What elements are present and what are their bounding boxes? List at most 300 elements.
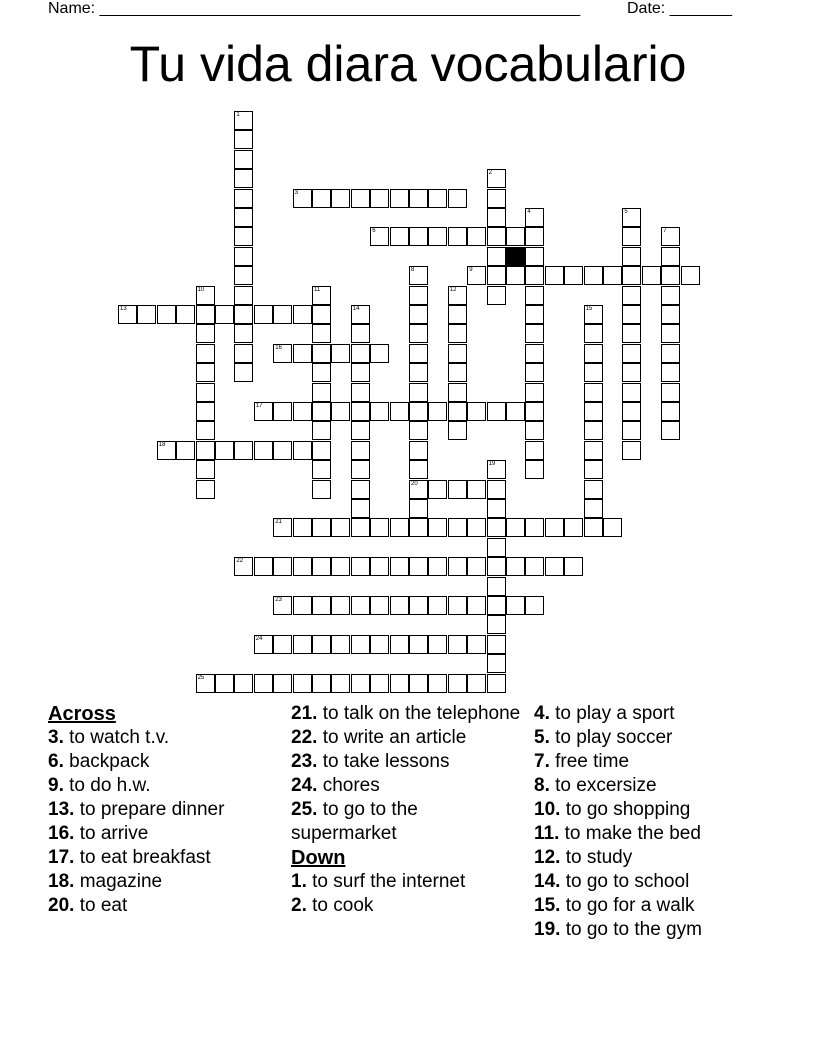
grid-cell[interactable] [487,596,506,615]
grid-cell[interactable] [351,460,370,479]
grid-cell[interactable] [370,189,389,208]
grid-cell[interactable] [409,266,428,285]
clue-number: 21. [291,703,318,724]
grid-cell[interactable] [254,674,273,693]
grid-cell[interactable] [312,402,331,421]
grid-cell[interactable] [428,402,447,421]
grid-cell[interactable] [331,674,350,693]
grid-cell[interactable] [487,286,506,305]
grid-cell[interactable] [351,189,370,208]
clue-number: 11. [534,823,560,844]
grid-cell[interactable] [584,402,603,421]
grid-cell[interactable] [409,286,428,305]
grid-cell[interactable] [234,247,253,266]
grid-cell[interactable] [661,363,680,382]
grid-cell[interactable] [661,324,680,343]
grid-cell[interactable] [622,344,641,363]
grid-cell[interactable] [642,266,661,285]
grid-cell[interactable] [661,383,680,402]
grid-cell[interactable] [390,402,409,421]
grid-cell[interactable] [448,227,467,246]
grid-cell[interactable] [351,596,370,615]
grid-cell[interactable] [312,383,331,402]
grid-cell[interactable] [584,305,603,324]
clue-text: chores [317,775,380,796]
grid-cell[interactable] [467,518,486,537]
grid-cell[interactable] [370,596,389,615]
grid-cell[interactable] [545,266,564,285]
grid-cell[interactable] [564,266,583,285]
grid-cell[interactable] [351,383,370,402]
grid-cell[interactable] [312,480,331,499]
grid-cell[interactable] [196,421,215,440]
grid-cell[interactable] [448,480,467,499]
grid-cell[interactable] [525,421,544,440]
grid-cell[interactable] [661,266,680,285]
grid-cell[interactable] [273,402,292,421]
grid-cell[interactable] [293,557,312,576]
grid-cell[interactable] [467,557,486,576]
grid-cell[interactable] [467,674,486,693]
grid-cell[interactable] [564,518,583,537]
grid-cell[interactable] [409,227,428,246]
grid-cell[interactable] [273,596,292,615]
grid-cell[interactable] [467,635,486,654]
grid-cell[interactable] [661,247,680,266]
grid-cell[interactable] [448,557,467,576]
clue-item [534,702,702,726]
grid-cell[interactable] [273,557,292,576]
grid-cell[interactable] [525,402,544,421]
grid-cell[interactable] [293,596,312,615]
grid-cell[interactable] [234,227,253,246]
grid-cell[interactable] [409,344,428,363]
grid-cell[interactable] [312,344,331,363]
grid-cell[interactable] [409,421,428,440]
grid-cell[interactable] [234,674,253,693]
cell-number: 7 [663,228,667,235]
grid-cell[interactable] [196,363,215,382]
clue-number: 13. [48,799,75,820]
grid-cell[interactable] [448,596,467,615]
grid-cell[interactable] [312,441,331,460]
grid-cell[interactable] [234,286,253,305]
grid-cell[interactable] [506,402,525,421]
grid-cell[interactable] [525,266,544,285]
clue-item [291,702,521,726]
grid-cell[interactable] [215,674,234,693]
grid-cell[interactable] [448,383,467,402]
grid-cell[interactable] [584,518,603,537]
grid-cell[interactable] [487,499,506,518]
grid-cell[interactable] [661,402,680,421]
grid-cell[interactable] [351,402,370,421]
grid-cell[interactable] [487,674,506,693]
grid-cell[interactable] [428,480,447,499]
grid-cell[interactable] [390,189,409,208]
grid-cell[interactable] [176,305,195,324]
grid-cell[interactable] [370,227,389,246]
grid-cell[interactable] [622,305,641,324]
grid-cell[interactable] [525,247,544,266]
clue-text: to study [560,847,633,868]
grid-cell[interactable] [312,305,331,324]
grid-cell[interactable] [409,480,428,499]
grid-cell[interactable] [254,557,273,576]
grid-cell[interactable] [622,383,641,402]
grid-cell[interactable] [351,344,370,363]
grid-cell[interactable] [196,344,215,363]
clue-item [534,774,702,798]
grid-cell[interactable] [196,383,215,402]
clue-text: to go to school [560,871,690,892]
grid-cell[interactable] [215,441,234,460]
grid-cell[interactable] [409,518,428,537]
grid-cell[interactable] [487,538,506,557]
grid-cell[interactable] [409,402,428,421]
grid-cell[interactable] [525,383,544,402]
grid-cell[interactable] [681,266,700,285]
grid-cell[interactable] [487,654,506,673]
grid-cell[interactable] [293,189,312,208]
grid-cell[interactable] [351,324,370,343]
grid-cell[interactable] [428,227,447,246]
grid-cell[interactable] [525,344,544,363]
grid-cell[interactable] [525,305,544,324]
grid-cell[interactable] [409,441,428,460]
grid-cell[interactable] [409,324,428,343]
grid-cell[interactable] [312,363,331,382]
grid-cell[interactable] [661,227,680,246]
grid-cell[interactable] [273,674,292,693]
grid-cell[interactable] [603,266,622,285]
grid-cell[interactable] [390,518,409,537]
grid-cell[interactable] [409,557,428,576]
grid-cell[interactable] [584,460,603,479]
grid-cell[interactable] [487,266,506,285]
grid-cell[interactable] [196,286,215,305]
clue-text: magazine [74,871,163,892]
cell-number: 9 [469,267,473,274]
grid-cell[interactable] [234,150,253,169]
grid-cell[interactable] [293,441,312,460]
grid-cell[interactable] [351,635,370,654]
grid-cell[interactable] [273,344,292,363]
grid-cell[interactable] [525,286,544,305]
grid-cell[interactable] [487,247,506,266]
cell-number: 5 [624,209,628,215]
grid-cell[interactable] [196,480,215,499]
grid-cell[interactable] [351,305,370,324]
grid-cell[interactable] [661,421,680,440]
grid-cell[interactable] [234,111,253,130]
clue-item [291,774,521,798]
grid-cell[interactable] [312,518,331,537]
grid-cell[interactable] [428,596,447,615]
grid-cell[interactable] [487,208,506,227]
grid-cell[interactable] [273,305,292,324]
grid-cell[interactable] [584,266,603,285]
clues-column-3 [534,702,702,942]
grid-cell[interactable] [448,324,467,343]
grid-cell[interactable] [584,499,603,518]
grid-cell[interactable] [196,402,215,421]
grid-cell[interactable] [351,674,370,693]
grid-cell[interactable] [525,460,544,479]
grid-cell[interactable] [351,480,370,499]
clue-number: 25. [291,799,318,820]
grid-cell[interactable] [351,557,370,576]
grid-cell[interactable] [467,596,486,615]
grid-cell[interactable] [409,363,428,382]
grid-cell[interactable] [215,305,234,324]
grid-cell[interactable] [487,402,506,421]
grid-cell[interactable] [254,441,273,460]
grid-cell[interactable] [448,518,467,537]
grid-cell[interactable] [370,518,389,537]
grid-cell[interactable] [390,557,409,576]
grid-cell[interactable] [234,363,253,382]
grid-cell[interactable] [331,189,350,208]
grid-cell[interactable] [428,674,447,693]
grid-cell[interactable] [409,460,428,479]
clue-number: 20. [48,895,75,916]
grid-cell[interactable] [487,557,506,576]
grid-cell[interactable] [487,189,506,208]
grid-cell[interactable] [584,480,603,499]
grid-cell[interactable] [390,674,409,693]
grid-cell[interactable] [525,324,544,343]
grid-cell[interactable] [622,227,641,246]
grid-cell[interactable] [196,674,215,693]
grid-cell[interactable] [622,266,641,285]
grid-cell[interactable] [409,674,428,693]
grid-cell[interactable] [390,596,409,615]
cell-number: 6 [372,228,376,235]
grid-cell[interactable] [312,596,331,615]
cell-number: 20 [411,480,418,487]
grid-cell[interactable] [525,441,544,460]
grid-cell[interactable] [234,305,253,324]
clue-text: to arrive [74,823,149,844]
clue-text: to eat breakfast [74,847,211,868]
grid-cell[interactable] [137,305,156,324]
grid-cell[interactable] [506,557,525,576]
grid-cell[interactable] [409,189,428,208]
clue-text: to go shopping [560,799,691,820]
grid-cell[interactable] [234,189,253,208]
grid-cell[interactable] [312,324,331,343]
grid-cell[interactable] [622,402,641,421]
clue-text: to take lessons [317,751,450,772]
grid-cell[interactable] [234,441,253,460]
grid-cell[interactable] [448,402,467,421]
grid-cell[interactable] [234,266,253,285]
grid-cell[interactable] [622,208,641,227]
grid-cell[interactable] [390,227,409,246]
grid-cell[interactable] [312,189,331,208]
grid-cell[interactable] [293,674,312,693]
grid-cell[interactable] [448,421,467,440]
grid-cell[interactable] [467,402,486,421]
grid-cell[interactable] [351,421,370,440]
grid-cell[interactable] [370,402,389,421]
grid-cell[interactable] [584,324,603,343]
clue-text: to write an article [317,727,467,748]
grid-cell[interactable] [584,363,603,382]
grid-cell[interactable] [409,635,428,654]
grid-cell[interactable] [157,305,176,324]
grid-cell[interactable] [234,208,253,227]
grid-cell[interactable] [196,324,215,343]
grid-cell[interactable] [545,557,564,576]
grid-cell[interactable] [409,305,428,324]
grid-cell[interactable] [603,518,622,537]
grid-cell[interactable] [661,286,680,305]
grid-cell[interactable] [467,266,486,285]
grid-cell[interactable] [428,557,447,576]
grid-cell[interactable] [448,189,467,208]
grid-cell[interactable] [234,130,253,149]
grid-cell[interactable] [448,635,467,654]
grid-cell[interactable] [525,596,544,615]
grid-cell[interactable] [351,499,370,518]
grid-cell[interactable] [176,441,195,460]
page-title: Tu vida diara vocabulario [129,36,687,92]
clue-text: to go to the supermarket [291,799,418,844]
grid-cell[interactable] [487,480,506,499]
grid-cell[interactable] [234,324,253,343]
grid-cell[interactable] [409,596,428,615]
grid-cell[interactable] [196,460,215,479]
grid-cell[interactable] [545,518,564,537]
grid-cell[interactable] [370,557,389,576]
grid-cell[interactable] [312,557,331,576]
grid-cell[interactable] [487,169,506,188]
grid-cell[interactable] [584,441,603,460]
grid-cell[interactable] [506,227,525,246]
grid-cell[interactable] [118,305,137,324]
clue-text: to go to the gym [560,919,702,940]
grid-cell[interactable] [448,363,467,382]
grid-cell[interactable] [293,402,312,421]
grid-cell[interactable] [487,615,506,634]
grid-cell[interactable] [584,383,603,402]
grid-cell[interactable] [661,305,680,324]
grid-cell[interactable] [622,363,641,382]
grid-cell[interactable] [448,305,467,324]
grid-cell[interactable] [506,266,525,285]
grid-cell[interactable] [331,635,350,654]
grid-cell[interactable] [234,344,253,363]
grid-cell[interactable] [312,460,331,479]
grid-cell[interactable] [293,344,312,363]
grid-cell[interactable] [661,344,680,363]
grid-cell[interactable] [273,441,292,460]
grid-cell[interactable] [234,557,253,576]
grid-cell[interactable] [525,208,544,227]
cell-number: 13 [120,306,127,312]
grid-cell[interactable] [409,383,428,402]
grid-cell[interactable] [351,441,370,460]
grid-cell[interactable] [254,635,273,654]
grid-cell[interactable] [428,518,447,537]
grid-cell[interactable] [428,635,447,654]
grid-cell[interactable] [370,635,389,654]
grid-cell[interactable] [584,421,603,440]
clue-text: to play soccer [549,727,673,748]
grid-cell[interactable] [467,480,486,499]
grid-cell[interactable] [622,421,641,440]
grid-cell[interactable] [254,402,273,421]
grid-cell[interactable] [506,596,525,615]
grid-cell[interactable] [487,518,506,537]
grid-cell[interactable] [448,344,467,363]
grid-cell[interactable] [331,402,350,421]
grid-cell[interactable] [331,344,350,363]
grid-cell[interactable] [564,557,583,576]
grid-cell[interactable] [448,674,467,693]
grid-cell[interactable] [622,324,641,343]
grid-cell[interactable] [622,247,641,266]
grid-cell[interactable] [331,596,350,615]
grid-cell[interactable] [293,518,312,537]
clue-number: 22. [291,727,318,748]
grid-cell[interactable] [293,305,312,324]
grid-cell[interactable] [525,363,544,382]
grid-cell[interactable] [390,635,409,654]
grid-cell[interactable] [506,518,525,537]
grid-cell[interactable] [467,227,486,246]
grid-cell[interactable] [525,518,544,537]
grid-cell[interactable] [234,169,253,188]
grid-cell[interactable] [196,441,215,460]
grid-cell[interactable] [196,305,215,324]
grid-cell[interactable] [273,518,292,537]
grid-cell[interactable] [312,674,331,693]
clue-item [48,870,224,894]
grid-cell[interactable] [487,577,506,596]
grid-cell[interactable] [487,460,506,479]
grid-cell[interactable] [254,305,273,324]
grid-cell[interactable] [370,674,389,693]
clue-number: 2. [291,895,307,916]
grid-cell[interactable] [351,363,370,382]
clue-text: to cook [306,895,374,916]
grid-cell[interactable] [409,499,428,518]
grid-cell[interactable] [293,635,312,654]
grid-cell[interactable] [312,635,331,654]
grid-cell[interactable] [487,635,506,654]
grid-cell[interactable] [157,441,176,460]
grid-cell[interactable] [487,227,506,246]
grid-cell[interactable] [351,518,370,537]
grid-cell[interactable] [622,286,641,305]
grid-cell[interactable] [525,227,544,246]
grid-cell[interactable] [584,344,603,363]
grid-cell[interactable] [331,518,350,537]
grid-cell[interactable] [312,286,331,305]
grid-cell[interactable] [331,557,350,576]
grid-cell[interactable] [448,286,467,305]
grid-cell[interactable] [428,189,447,208]
grid-cell[interactable] [370,344,389,363]
grid-cell[interactable] [525,557,544,576]
clue-number: 14. [534,871,561,892]
grid-cell[interactable] [312,421,331,440]
grid-cell[interactable] [273,635,292,654]
grid-cell[interactable] [622,441,641,460]
